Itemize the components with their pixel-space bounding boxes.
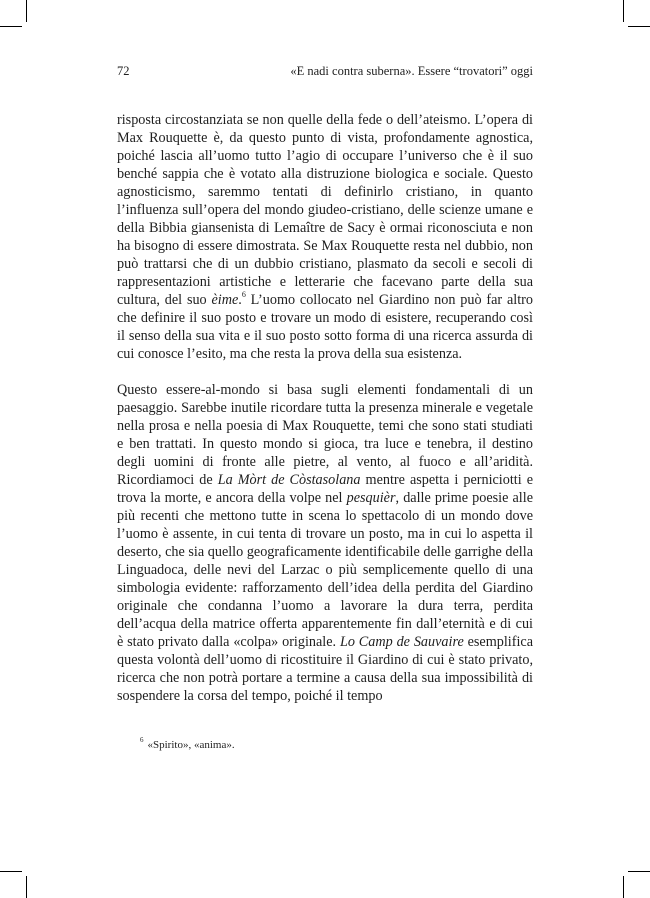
page-number: 72: [117, 64, 130, 78]
italic-title: La Mòrt de Còstasolana: [217, 472, 361, 488]
crop-mark: [623, 876, 624, 898]
crop-mark: [0, 26, 22, 27]
italic-title: Lo Camp de Sauvaire: [339, 634, 464, 650]
crop-mark: [623, 0, 624, 22]
crop-mark: [628, 871, 650, 872]
text-segment: mentre aspetta i perniciotti e trova la morte, e ancora della volpe nel: [117, 472, 533, 506]
italic-term: èime: [211, 292, 239, 308]
body-text: [117, 111, 533, 705]
crop-mark: [628, 26, 650, 27]
footnote-number: 6: [140, 736, 144, 745]
text-segment: .: [238, 292, 242, 308]
text-segment: risposta circostanziata se non quelle della fede o dell’ateismo. L’opera di Max Rouquette è, da questo punto di vista, profondamente agnostica, poiché lascia all’uomo tutto l’agio di occupare l’universo che è il suo benché sappia che è votato alla distruzione biologica e sociale. Questo agnosticismo, saremmo tentati di definirlo cristiano, in quanto l’influenza sull’opera del mondo giudeo-cristiano, delle scienze umane e della Bibbia giansenista di Lemaître de Sacy è ormai riconosciuta e non ha bisogno di essere dimostrata. Se Max Rouquette resta nel dubbio, non può trattarsi che di un dubbio cristiano, plasmato da secoli e secoli di rappresentazioni artistiche e letterarie che facevano parte della sua cultura, del suo: [117, 112, 533, 308]
text-segment: , dalle prime poesie alle più recenti che mettono tutte in scena lo spettacolo di un mondo dove l’uomo è assente, in cui tenta di trovare un posto, ma in cui lo aspetta il deserto, che sia quello geograficamente identificabile delle garrighe della Linguadoca, delle nevi del Larzac o più semplicemente quello di una simbologia evidente: rafforzamento dell’idea della perdita del Giardino originale che condanna l’uomo a lavorare la dura terra, perdita dell’acqua della matrice offerta apparentemente fin dall’eternità e di cui è stato privato dalla «colpa» originale.: [117, 490, 533, 650]
text-segment: Questo essere-al-mondo si basa sugli elementi fondamentali di un paesaggio. Sarebbe inutile ricordare tutta la presenza minerale e vegetale nella prosa e nella poesia di Max Rouquette, temi che sono stati studiati e ben trattati. In questo mondo si gioca, tra luce e tenebra, il destino degli uomini di fronte alle pietre, al vento, al fuoco e all’aridità. Ricordiamoci de: [117, 382, 533, 488]
footnote-reference[interactable]: 6: [241, 290, 246, 300]
crop-mark: [26, 876, 27, 898]
footnote: [140, 736, 235, 751]
footnote-text: «Spirito», «anima».: [147, 739, 235, 751]
running-title: «E nadi contra suberna». Essere “trovatori” oggi: [290, 64, 533, 78]
running-header: [117, 64, 533, 79]
crop-mark: [26, 0, 27, 22]
paragraph-2: [117, 381, 533, 705]
crop-mark: [0, 871, 22, 872]
paragraph-1: [117, 111, 533, 363]
text-segment: L’uomo collocato nel Giardino non può far altro che definire il suo posto e trovare un modo di esistere, recuperando così il senso della sua vita e il suo posto sotto forma di una ricerca assurda di cui conosce l’esito, ma che resta la prova della sua esistenza.: [117, 292, 533, 362]
italic-term: pesquièr: [346, 490, 396, 506]
text-segment: esemplifica questa volontà dell’uomo di ricostituire il Giardino di cui è stato privato, ricerca che non potrà portare a termine a causa della sua impossibilità di sospendere la corsa del tempo, poiché il tempo: [117, 634, 534, 704]
